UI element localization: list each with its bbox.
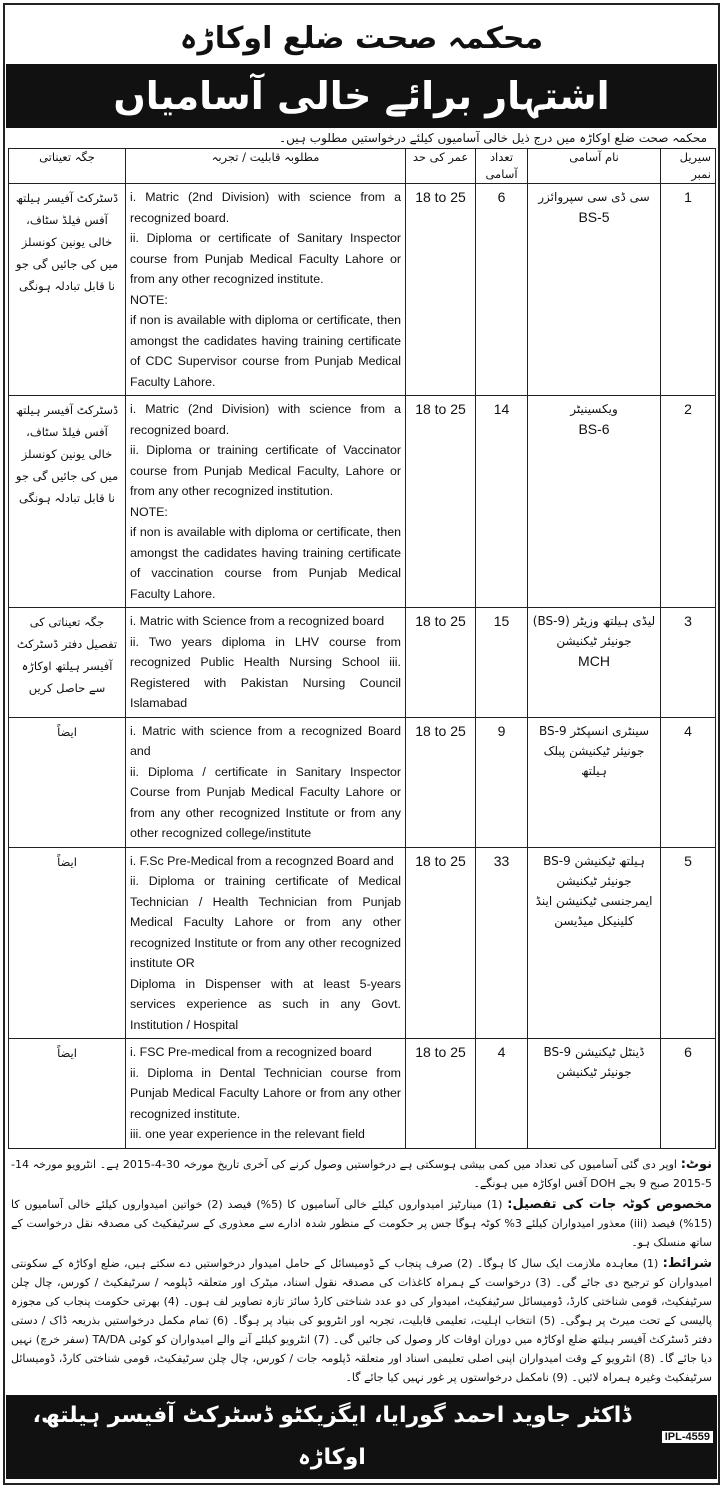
post-name: ہیلتھ ٹیکنیشن BS-9 جونیئر ٹیکنیشن ایمرجنسی ٹیکنیشن اینڈ کلینیکل میڈیسن (535, 853, 653, 928)
table-row (9, 1039, 716, 1149)
post-name: سی ڈی سی سپروائزر (538, 190, 650, 204)
post-name: لیڈی ہیلتھ وزیٹر (BS-9) جونیئر ٹیکنیشن (532, 614, 656, 648)
post-scale: BS-6 (578, 421, 610, 437)
age-cell: 18 to 25 (406, 847, 476, 1039)
post-cell (528, 1039, 661, 1149)
qualification-cell: i. Matric (2nd Division) with science from a recognized board. ii. Diploma or training certificate of Vaccinator course from Punjab Medical Faculty, Lahore or from any other recognized institution. NOTE: if non is available with diploma or certificate, then amongst the cadidates having training certificate of vaccination course from Punjab Medical Faculty Lahore. (126, 396, 406, 608)
post-cell (528, 396, 661, 608)
post-cell (528, 717, 661, 847)
count-cell: 4 (476, 1039, 528, 1149)
serial-cell: 2 (661, 396, 716, 608)
serial-cell: 5 (661, 847, 716, 1039)
posting-cell: جگہ تعیناتی کی تفصیل دفتر ڈسٹرکٹ آفیسر ہیلتھ اوکاڑہ سے حاصل کریں (9, 608, 126, 718)
count-cell: 14 (476, 396, 528, 608)
qualification-cell: i. FSC Pre-medical from a recognized board ii. Diploma in Dental Technician course from Punjab Medical Faculty Lahore or from any other recognized institute. iii. one year experience in the relevant field (126, 1039, 406, 1149)
department-title: محکمہ صحت ضلع اوکاڑہ (179, 21, 544, 56)
age-cell: 18 to 25 (406, 184, 476, 396)
qualification-cell: i. F.Sc Pre-Medical from a recognzed Board and ii. Diploma or training certificate of Medical Technician / Health Technician from Punjab Medical Faculty Lahore or from any other recognized Institute or from any other recognized institute OR Diploma in Dispenser with at least 5-years services experience as such in any Govt. Institution / Hospital (126, 847, 406, 1039)
post-scale: MCH (578, 653, 610, 669)
header-age: عمر کی حد (406, 149, 476, 184)
notes-section (11, 1155, 712, 1389)
signature-banner (6, 1395, 717, 1479)
age-cell: 18 to 25 (406, 608, 476, 718)
table-row (9, 717, 716, 847)
signature-text: ڈاکٹر جاوید احمد گورایا، ایگزیکٹو ڈسٹرکٹ آفیسر ہیلتھ، اوکاڑہ (32, 1402, 632, 1470)
count-cell: 15 (476, 608, 528, 718)
posting-cell: ڈسٹرکٹ آفیسر ہیلتھ آفس فیلڈ سٹاف، خالی یونین کونسلز میں کی جائیں گی جو نا قابل تبادلہ ہونگی (9, 184, 126, 396)
terms-text: (1) معاہدہ ملازمت ایک سال کا ہوگا۔ (2) صرف پنجاب کے ڈومیسائل کے حامل امیدوار درخواستیں دے سکتے ہیں، ضلع اوکاڑہ کے سکونتی امیدواران کو ترجیح دی جائے گی۔ (3) درخواست کے ہمراہ کاغذات کی مصدقہ نقول اسناد، میٹرک اور متعلقہ ڈپلومہ / سرٹیفکیٹ / کورس، چال چلن سرٹیفکیٹ، قومی شناختی کارڈ، ڈومیسائل سرٹیفکیٹ، امیدوار کی دو عدد شناختی کارڈ سائز تازہ تصاویر لف ہوں۔ (4) بھرتی حکومت پنجاب کی مجوزہ پالیسی کے تحت میرٹ پر ہوگی۔ (5) انتخاب اہلیت، تعلیمی قابلیت، تجربہ اور انٹرویو کی بنیاد پر ہوگا۔ (6) تمام مکمل درخواستیں بذریعہ ڈاک / دستی دفتر ڈسٹرکٹ آفیسر ہیلتھ ضلع اوکاڑہ میں دوران اوقات کار وصول کی جائیں گی۔ (7) انٹرویو کیلئے آنے والے امیدواران کو کوئی TA/DA (سفر خرچ) نہیں دیا جائے گا۔ (8) انٹرویو کے وقت امیدواران اپنی اصلی تعلیمی اسناد اور متعلقہ ڈپلومہ جات / کورس، چال چلن سرٹیفکیٹ، قومی شناختی کارڈ، ڈومیسائل سرٹیفکیٹ وغیرہ ہمراہ لائیں۔ (9) نامکمل درخواستوں پر غور نہیں کیا جائے گا۔ (11, 1256, 712, 1384)
count-cell: 6 (476, 184, 528, 396)
table-row (9, 608, 716, 718)
header-posting: جگہ تعیناتی (9, 149, 126, 184)
age-cell: 18 to 25 (406, 1039, 476, 1149)
table-row (9, 847, 716, 1039)
note-text: اوپر دی گئی آسامیوں کی تعداد میں کمی بیشی ہوسکتی ہے درخواستیں وصول کرنے کی آخری تاریخ مورخہ 30-4-2015 ہے۔ انٹرویو مورخہ 14-5-2015 صبح 9 بجے DOH آفس اوکاڑہ میں ہونگے۔ (11, 1157, 712, 1190)
qualification-cell: i. Matric (2nd Division) with science from a recognized board. ii. Diploma or certificate of Sanitary Inspector course from Punjab Medical Faculty Lahore or from any other recognized institute. NOTE: if non is available with diploma or certificate, then amongst the cadidates having training certificate of CDC Supervisor course from Punjab Medical Faculty Lahore. (126, 184, 406, 396)
header-serial: سیریل نمبر (661, 149, 716, 184)
post-cell (528, 847, 661, 1039)
posting-cell: ایضاً (9, 1039, 126, 1149)
serial-cell: 4 (661, 717, 716, 847)
post-name: ویکسینیٹر (570, 402, 618, 416)
posting-cell: ڈسٹرکٹ آفیسر ہیلتھ آفس فیلڈ سٹاف، خالی یونین کونسلز میں کی جائیں گی جو نا قابل تبادلہ ہونگی (9, 396, 126, 608)
note-label: نوٹ: (680, 1156, 713, 1172)
table-row (9, 184, 716, 396)
ad-heading-banner: اشتہار برائے خالی آسامیاں (6, 64, 717, 128)
post-scale: BS-5 (578, 209, 610, 225)
serial-cell: 3 (661, 608, 716, 718)
header-post: نام آسامی (528, 149, 661, 184)
header-qualification: مطلوبہ قابلیت / تجربہ (126, 149, 406, 184)
post-cell (528, 608, 661, 718)
age-cell: 18 to 25 (406, 717, 476, 847)
serial-cell: 6 (661, 1039, 716, 1149)
vacancy-table (8, 148, 716, 1149)
count-cell: 9 (476, 717, 528, 847)
qualification-cell: i. Matric with Science from a recognized board ii. Two years diploma in LHV course from recognized Public Health Nursing School iii. Registered with Pakistan Nursing Council Islamabad (126, 608, 406, 718)
header-count: تعداد آسامی (476, 149, 528, 184)
post-name: سینٹری انسپکٹر BS-9 جونیئر ٹیکنیشن پبلک ہیلتھ (538, 723, 650, 778)
ad-code: IPL-4559 (662, 1431, 713, 1443)
post-cell (528, 184, 661, 396)
quota-label: مخصوص کوٹہ جات کی تفصیل: (507, 1196, 713, 1212)
quota-text: (1) مینارٹیز امیدواروں کیلئے خالی آسامیوں کا (5%) فیصد (2) خواتین امیدواروں کیلئے خالی آسامیوں کا (15%) فیصد (iii) معذور امیدواران کیلئے 3% کوٹہ ہوگا جس پر حکومت کے منظور شدہ ادارے سے معذوری کے سرٹیفکیٹ کی مصدقہ نقل درخواست کے ساتھ منسلک ہو۔ (11, 1197, 712, 1249)
serial-cell: 1 (661, 184, 716, 396)
posting-cell: ایضاً (9, 847, 126, 1039)
intro-text: محکمہ صحت ضلع اوکاڑہ میں درج ذیل خالی آسامیوں کیلئے درخواستیں مطلوب ہیں۔ (279, 131, 707, 145)
terms-label: شرائط: (662, 1255, 712, 1271)
qualification-cell: i. Matric with science from a recognized Board and ii. Diploma / certificate in Sanitary Inspector Course from Punjab Medical Faculty Lahore or from any other recognized Institute or from any other recognized college/institute (126, 717, 406, 847)
age-cell: 18 to 25 (406, 396, 476, 608)
posting-cell: ایضاً (9, 717, 126, 847)
ad-border (3, 3, 720, 1485)
table-row (9, 396, 716, 608)
count-cell: 33 (476, 847, 528, 1039)
post-name: ڈینٹل ٹیکنیشن BS-9 جونیئر ٹیکنیشن (543, 1045, 645, 1079)
